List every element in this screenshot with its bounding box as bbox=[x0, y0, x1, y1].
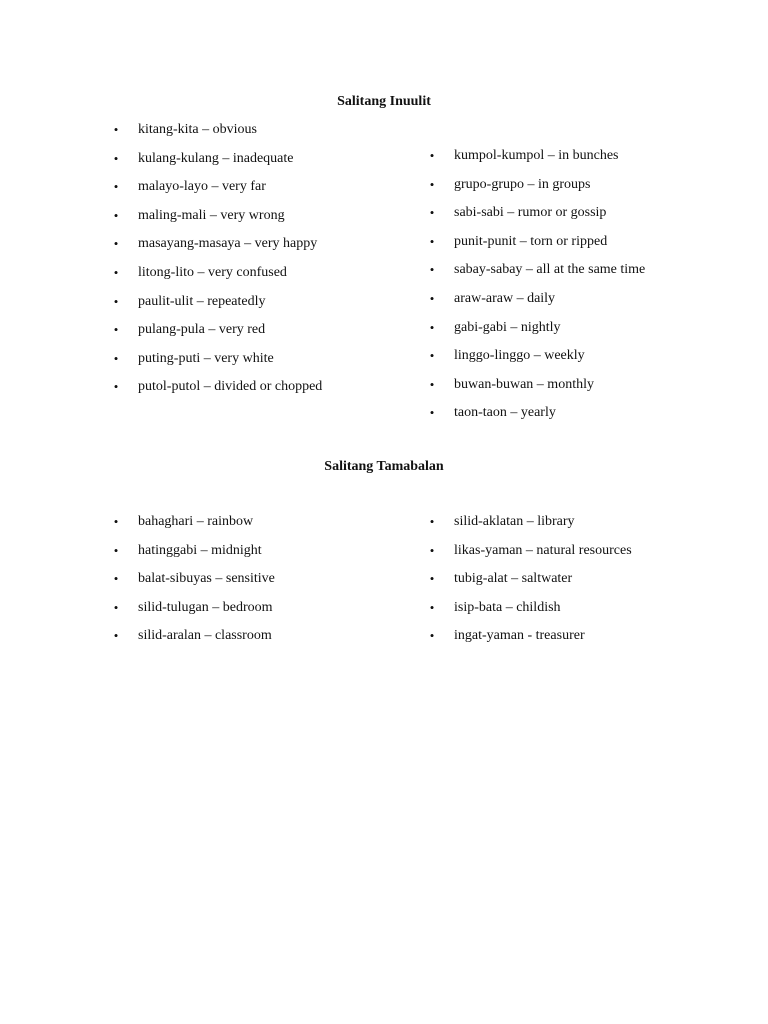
list-item-text: maling-mali – very wrong bbox=[138, 207, 285, 223]
bullet-icon: • bbox=[429, 319, 435, 335]
list-item-text: kulang-kulang – inadequate bbox=[138, 150, 294, 166]
list-item-text: pulang-pula – very red bbox=[138, 322, 266, 338]
list-item bbox=[111, 178, 322, 207]
list-item bbox=[111, 321, 322, 350]
bullet-icon: • bbox=[113, 264, 119, 280]
list-item bbox=[427, 319, 645, 348]
list-item bbox=[427, 261, 645, 290]
list-item-text: silid-tulugan – bedroom bbox=[138, 599, 273, 615]
list-item-text: bahaghari – rainbow bbox=[138, 514, 254, 529]
list-item-text: paulit-ulit – repeatedly bbox=[138, 293, 266, 309]
bullet-icon: • bbox=[113, 322, 119, 338]
list-item bbox=[111, 207, 322, 236]
list-item bbox=[427, 513, 632, 542]
list-item bbox=[111, 293, 322, 322]
bullet-icon: • bbox=[429, 290, 435, 306]
bullet-icon: • bbox=[113, 628, 119, 644]
bullet-icon: • bbox=[429, 599, 435, 615]
list-item bbox=[111, 570, 275, 599]
list-item-text: taon-taon – yearly bbox=[454, 405, 556, 421]
bullet-icon: • bbox=[429, 233, 435, 249]
list-item-text: grupo-grupo – in groups bbox=[454, 176, 591, 192]
list-item bbox=[111, 121, 322, 150]
list-item bbox=[111, 150, 322, 179]
bullet-icon: • bbox=[113, 379, 119, 395]
list-item-text: silid-aklatan – library bbox=[454, 514, 575, 529]
bullet-icon: • bbox=[429, 405, 435, 421]
bullet-icon: • bbox=[113, 571, 119, 587]
list-item bbox=[111, 378, 322, 407]
bullet-icon: • bbox=[113, 150, 119, 166]
list-item bbox=[427, 404, 645, 433]
list-item bbox=[111, 513, 275, 542]
list-item-text: gabi-gabi – nightly bbox=[454, 319, 561, 335]
list-item bbox=[427, 290, 645, 319]
list-item bbox=[427, 176, 645, 205]
bullet-icon: • bbox=[113, 350, 119, 366]
list-item-text: buwan-buwan – monthly bbox=[454, 376, 594, 392]
list-item-text: isip-bata – childish bbox=[454, 599, 561, 615]
bullet-icon: • bbox=[113, 542, 119, 558]
bullet-icon: • bbox=[429, 205, 435, 221]
bullet-icon: • bbox=[429, 514, 435, 529]
bullet-icon: • bbox=[429, 262, 435, 278]
list-item-text: araw-araw – daily bbox=[454, 290, 556, 306]
list-item bbox=[427, 570, 632, 599]
list-item-text: sabi-sabi – rumor or gossip bbox=[454, 205, 607, 221]
list-item bbox=[427, 542, 632, 571]
list-item-text: ingat-yaman - treasurer bbox=[454, 628, 585, 644]
bullet-icon: • bbox=[113, 514, 119, 529]
tamabalan-right-list bbox=[427, 513, 632, 656]
list-item bbox=[427, 599, 632, 628]
list-item-text: sabay-sabay – all at the same time bbox=[454, 262, 646, 278]
bullet-icon: • bbox=[113, 207, 119, 223]
bullet-icon: • bbox=[113, 236, 119, 252]
list-item bbox=[111, 235, 322, 264]
list-item-text: litong-lito – very confused bbox=[138, 264, 287, 280]
bullet-icon: • bbox=[113, 179, 119, 195]
bullet-icon: • bbox=[429, 376, 435, 392]
list-item-text: tubig-alat – saltwater bbox=[454, 571, 573, 587]
bullet-icon: • bbox=[429, 628, 435, 644]
list-item-text: hatinggabi – midnight bbox=[138, 542, 262, 558]
list-item-text: silid-aralan – classroom bbox=[138, 628, 272, 644]
inuulit-left-list bbox=[111, 121, 322, 407]
bullet-icon: • bbox=[429, 176, 435, 192]
list-item bbox=[111, 264, 322, 293]
list-item-text: linggo-linggo – weekly bbox=[454, 348, 585, 364]
list-item-text: punit-punit – torn or ripped bbox=[454, 233, 608, 249]
bullet-icon: • bbox=[429, 542, 435, 558]
list-item bbox=[427, 376, 645, 405]
inuulit-right-list bbox=[427, 147, 645, 433]
list-item-text: kitang-kita – obvious bbox=[138, 122, 257, 137]
list-item bbox=[427, 204, 645, 233]
list-item bbox=[427, 347, 645, 376]
list-item bbox=[111, 350, 322, 379]
tamabalan-left-list bbox=[111, 513, 275, 656]
list-item-text: balat-sibuyas – sensitive bbox=[138, 571, 275, 587]
list-item bbox=[111, 627, 275, 656]
list-item bbox=[427, 147, 645, 176]
bullet-icon: • bbox=[113, 599, 119, 615]
list-item-text: putol-putol – divided or chopped bbox=[138, 379, 323, 395]
list-item-text: likas-yaman – natural resources bbox=[454, 542, 632, 558]
list-item bbox=[427, 233, 645, 262]
bullet-icon: • bbox=[113, 122, 119, 137]
list-item-text: puting-puti – very white bbox=[138, 350, 274, 366]
list-item bbox=[427, 627, 632, 656]
bullet-icon: • bbox=[429, 571, 435, 587]
section-heading-inuulit: Salitang Inuulit bbox=[337, 94, 431, 109]
list-item-text: masayang-masaya – very happy bbox=[138, 236, 318, 252]
bullet-icon: • bbox=[113, 293, 119, 309]
section-heading-tamabalan: Salitang Tamabalan bbox=[324, 459, 444, 474]
list-item-text: kumpol-kumpol – in bunches bbox=[454, 148, 619, 163]
list-item bbox=[111, 542, 275, 571]
bullet-icon: • bbox=[429, 148, 435, 163]
bullet-icon: • bbox=[429, 348, 435, 364]
list-item-text: malayo-layo – very far bbox=[138, 179, 266, 195]
list-item bbox=[111, 599, 275, 628]
